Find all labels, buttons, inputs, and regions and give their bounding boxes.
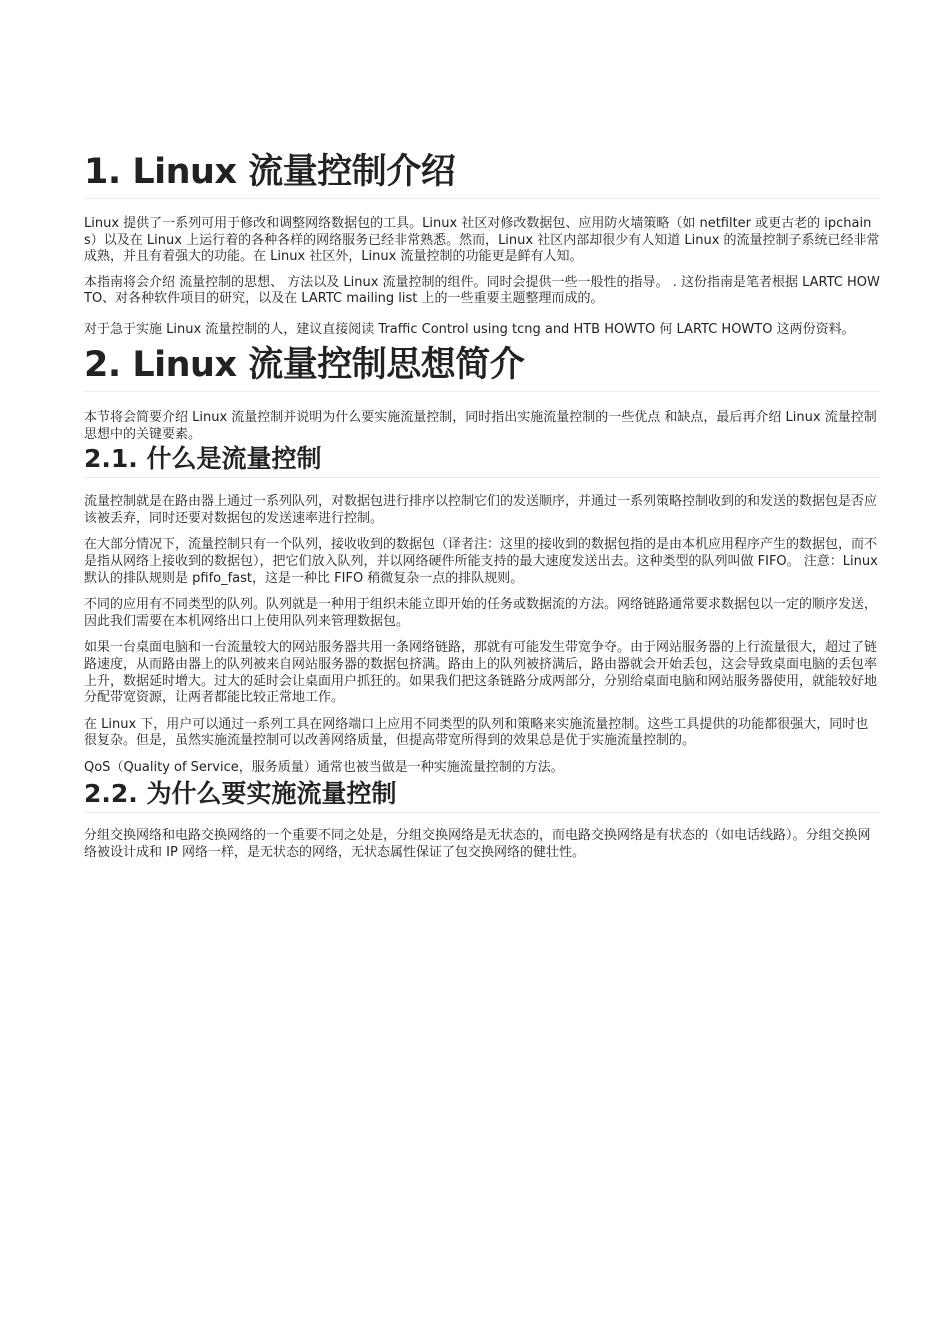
- section-heading-tc-concepts: 2. Linux 流量控制思想简介: [84, 343, 880, 392]
- subsection-heading-what-is-tc: 2.1. 什么是流量控制: [84, 443, 880, 478]
- paragraph: QoS（Quality of Service，服务质量）通常也被当做是一种实施流量控制的方法。: [84, 759, 564, 775]
- document-body: [84, 150, 880, 862]
- paragraph: 本指南将会介绍 流量控制的思想、 方法以及 Linux 流量控制的组件。同时会提供一些一般性的指导。 . 这份指南是笔者根据 LARTC HOWTO、对各种软件项目的研究，以及在 LARTC mailing list 上的一些重要主题整理而成的。: [84, 274, 880, 307]
- paragraph: Linux 提供了一系列可用于修改和调整网络数据包的工具。Linux 社区对修改数据包、应用防火墙策略（如 netfilter 或更古老的 ipchains）以及在 Linux 上运行着的各种各样的网络服务已经非常熟悉。然而，Linux 社区内部却很少有人知道 Linux 的流量控制子系统已经非常成熟，并且有着强大的功能。在 Linux 社区外，Linux 流量控制的功能更是鲜有人知。: [84, 216, 880, 265]
- paragraph: 如果一台桌面电脑和一台流量较大的网站服务器共用一条网络链路，那就有可能发生带宽争夺。由于网站服务器的上行流量很大，超过了链路速度，从而路由器上的队列被来自网站服务器的数据包挤满。路由上的队列被挤满后，路由器就会开始丢包，这会导致桌面电脑的丢包率上升，数据延时增大。过大的延时会让桌面用户抓狂的。如果我们把这条链路分成两部分，分别给桌面电脑和网站服务器使用，就能较好地分配带宽资源，让两者都能比较正常地工作。: [84, 640, 878, 706]
- paragraph: 在大部分情况下，流量控制只有一个队列，接收收到的数据包（译者注：这里的接收到的数据包指的是由本机应用程序产生的数据包，而不是指从网络上接收到的数据包），把它们放入队列，并以网络硬件所能支持的最大速度发送出去。这种类型的队列叫做 FIFO。 注意：Linux 默认的排队规则是 pfifo_fast，这是一种比 FIFO 稍微复杂一点的排队规则。: [84, 537, 878, 586]
- paragraph: 分组交换网络和电路交换网络的一个重要不同之处是，分组交换网络是无状态的，而电路交换网络是有状态的（如电话线路）。分组交换网络被设计成和 IP 网络一样，是无状态的网络，无状态属性保证了包交换网络的健壮性。: [84, 828, 871, 861]
- paragraph: 不同的应用有不同类型的队列。队列就是一种用于组织未能立即开始的任务或数据流的方法。网络链路通常要求数据包以一定的顺序发送，因此我们需要在本机网络出口上使用队列来管理数据包。: [84, 597, 878, 629]
- section-heading-linux-tc-intro: 1. Linux 流量控制介绍: [84, 150, 880, 199]
- paragraph: 流量控制就是在路由器上通过一系列队列，对数据包进行排序以控制它们的发送顺序，并通过一系列策略控制收到的和发送的数据包是否应该被丢弃，同时还要对数据包的发送速率进行控制。: [84, 494, 878, 526]
- paragraph: 对于急于实施 Linux 流量控制的人，建议直接阅读 Traffic Control using tcng and HTB HOWTO 何 LARTC HOWTO 这两份资料。: [84, 321, 855, 337]
- subsection-heading-why-tc: 2.2. 为什么要实施流量控制: [84, 778, 880, 813]
- paragraph: 在 Linux 下，用户可以通过一系列工具在网络端口上应用不同类型的队列和策略来实施流量控制。这些工具提供的功能都很强大，同时也很复杂。但是，虽然实施流量控制可以改善网络质量，但提高带宽所得到的效果总是优于实施流量控制的。: [84, 716, 869, 749]
- paragraph: 本节将会简要介绍 Linux 流量控制并说明为什么要实施流量控制，同时指出实施流量控制的一些优点 和缺点，最后再介绍 Linux 流量控制思想中的关键要素。: [84, 409, 877, 442]
